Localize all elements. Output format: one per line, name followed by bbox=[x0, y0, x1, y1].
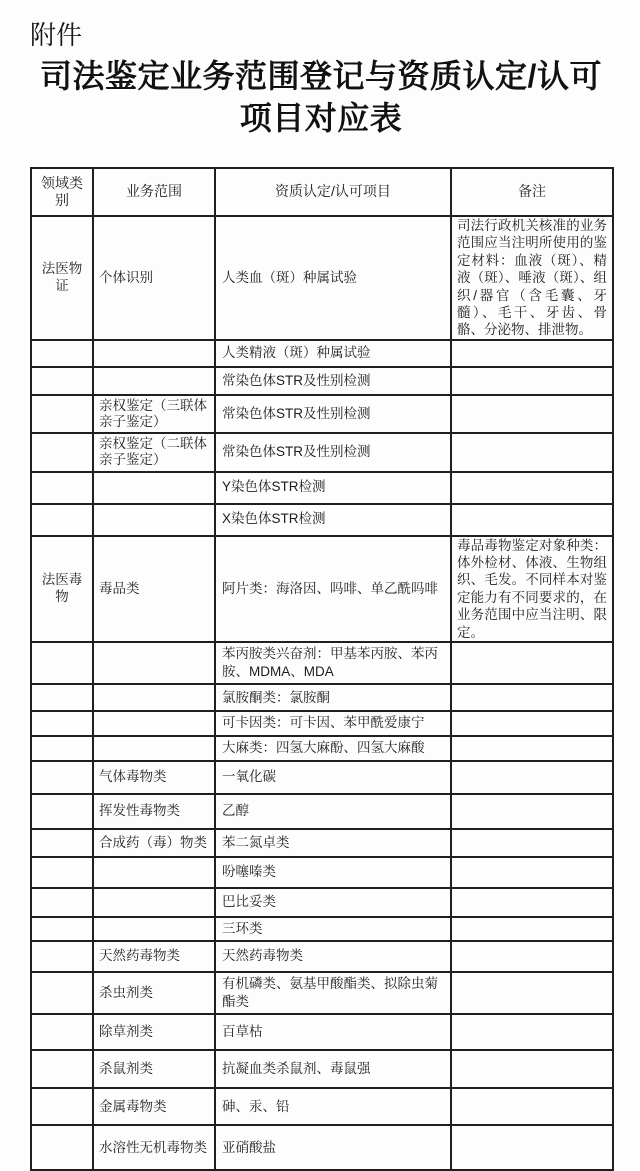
cell-business-scope bbox=[93, 857, 215, 888]
cell-field-category bbox=[31, 888, 93, 917]
cell-business-scope bbox=[93, 917, 215, 941]
cell-business-scope bbox=[93, 642, 215, 684]
table-row bbox=[31, 711, 613, 735]
table-row bbox=[31, 761, 613, 794]
table-row bbox=[31, 1125, 613, 1170]
cell-field-category bbox=[31, 472, 93, 504]
cell-field-category bbox=[31, 433, 93, 471]
cell-business-scope bbox=[93, 367, 215, 395]
cell-business-scope bbox=[93, 472, 215, 504]
cell-business-scope: 个体识别 bbox=[93, 216, 215, 340]
cell-qualification-project: 苯二氮卓类 bbox=[215, 829, 451, 857]
table-row bbox=[31, 684, 613, 711]
cell-qualification-project: 巴比妥类 bbox=[215, 888, 451, 917]
page-title bbox=[30, 55, 612, 139]
cell-business-scope: 杀鼠剂类 bbox=[93, 1050, 215, 1088]
table-row bbox=[31, 1014, 613, 1050]
header-field-category: 领域类别 bbox=[31, 168, 93, 216]
cell-qualification-project: 阿片类：海洛因、吗啡、单乙酰吗啡 bbox=[215, 536, 451, 642]
header-business-scope: 业务范围 bbox=[93, 168, 215, 216]
cell-field-category bbox=[31, 829, 93, 857]
cell-business-scope: 亲权鉴定（三联体亲子鉴定） bbox=[93, 395, 215, 433]
cell-remarks bbox=[451, 761, 613, 794]
cell-business-scope bbox=[93, 340, 215, 367]
cell-remarks bbox=[451, 917, 613, 941]
cell-remarks: 司法行政机关核准的业务范围应当注明所使用的鉴定材料：血液（斑）、精液（斑）、唾液（斑）、组织/器官（含毛囊、牙髓）、毛干、牙齿、骨骼、分泌物、排泄物。 bbox=[451, 216, 613, 340]
cell-remarks bbox=[451, 504, 613, 536]
cell-remarks bbox=[451, 367, 613, 395]
cell-field-category bbox=[31, 367, 93, 395]
cell-remarks bbox=[451, 340, 613, 367]
cell-field-category bbox=[31, 711, 93, 735]
header-remarks: 备注 bbox=[451, 168, 613, 216]
cell-qualification-project: 可卡因类：可卡因、苯甲酰爱康宁 bbox=[215, 711, 451, 735]
cell-qualification-project: 大麻类：四氢大麻酚、四氢大麻酸 bbox=[215, 736, 451, 761]
cell-business-scope: 气体毒物类 bbox=[93, 761, 215, 794]
cell-remarks: 毒品毒物鉴定对象种类：体外检材、体液、生物组织、毛发。不同样本对鉴定能力有不同要求的，在业务范围中应当注明、限定。 bbox=[451, 536, 613, 642]
cell-qualification-project: 常染色体STR及性别检测 bbox=[215, 367, 451, 395]
cell-business-scope: 除草剂类 bbox=[93, 1014, 215, 1050]
cell-business-scope bbox=[93, 711, 215, 735]
cell-field-category: 法医毒物 bbox=[31, 536, 93, 642]
cell-remarks bbox=[451, 1050, 613, 1088]
cell-business-scope bbox=[93, 888, 215, 917]
table-row bbox=[31, 794, 613, 829]
cell-business-scope bbox=[93, 684, 215, 711]
cell-qualification-project: 苯丙胺类兴奋剂：甲基苯丙胺、苯丙胺、MDMA、MDA bbox=[215, 642, 451, 684]
table-row bbox=[31, 340, 613, 367]
cell-qualification-project: 常染色体STR及性别检测 bbox=[215, 433, 451, 471]
cell-remarks bbox=[451, 684, 613, 711]
cell-business-scope: 亲权鉴定（二联体亲子鉴定） bbox=[93, 433, 215, 471]
table-row bbox=[31, 216, 613, 340]
cell-remarks bbox=[451, 941, 613, 972]
cell-field-category bbox=[31, 972, 93, 1014]
cell-qualification-project: Y染色体STR检测 bbox=[215, 472, 451, 504]
cell-remarks bbox=[451, 972, 613, 1014]
cell-field-category bbox=[31, 761, 93, 794]
cell-qualification-project: 常染色体STR及性别检测 bbox=[215, 395, 451, 433]
cell-remarks bbox=[451, 829, 613, 857]
cell-business-scope: 挥发性毒物类 bbox=[93, 794, 215, 829]
table-row bbox=[31, 433, 613, 471]
cell-field-category bbox=[31, 684, 93, 711]
cell-qualification-project: X染色体STR检测 bbox=[215, 504, 451, 536]
cell-qualification-project: 三环类 bbox=[215, 917, 451, 941]
cell-remarks bbox=[451, 1088, 613, 1125]
header-qualification-project: 资质认定/认可项目 bbox=[215, 168, 451, 216]
cell-field-category: 法医物证 bbox=[31, 216, 93, 340]
cell-business-scope: 金属毒物类 bbox=[93, 1088, 215, 1125]
cell-qualification-project: 砷、汞、铅 bbox=[215, 1088, 451, 1125]
cell-qualification-project: 天然药毒物类 bbox=[215, 941, 451, 972]
cell-qualification-project: 亚硝酸盐 bbox=[215, 1125, 451, 1170]
cell-field-category bbox=[31, 794, 93, 829]
cell-field-category bbox=[31, 340, 93, 367]
cell-qualification-project: 吩噻嗪类 bbox=[215, 857, 451, 888]
cell-field-category bbox=[31, 1125, 93, 1170]
cell-remarks bbox=[451, 736, 613, 761]
table-row bbox=[31, 888, 613, 917]
cell-qualification-project: 人类血（斑）种属试验 bbox=[215, 216, 451, 340]
cell-field-category bbox=[31, 642, 93, 684]
page-title-line1: 司法鉴定业务范围登记与资质认定/认可 bbox=[40, 58, 602, 94]
cell-field-category bbox=[31, 1088, 93, 1125]
table-row bbox=[31, 857, 613, 888]
cell-field-category bbox=[31, 917, 93, 941]
table-row bbox=[31, 642, 613, 684]
table-row bbox=[31, 395, 613, 433]
attachment-label: 附件 bbox=[30, 20, 83, 50]
cell-business-scope: 合成药（毒）物类 bbox=[93, 829, 215, 857]
cell-field-category bbox=[31, 395, 93, 433]
cell-qualification-project: 乙醇 bbox=[215, 794, 451, 829]
table-row bbox=[31, 917, 613, 941]
table-row bbox=[31, 941, 613, 972]
cell-remarks bbox=[451, 857, 613, 888]
cell-remarks bbox=[451, 472, 613, 504]
table-row bbox=[31, 536, 613, 642]
table-row bbox=[31, 736, 613, 761]
cell-business-scope: 毒品类 bbox=[93, 536, 215, 642]
cell-qualification-project: 一氧化碳 bbox=[215, 761, 451, 794]
cell-field-category bbox=[31, 857, 93, 888]
cell-field-category bbox=[31, 1014, 93, 1050]
cell-qualification-project: 抗凝血类杀鼠剂、毒鼠强 bbox=[215, 1050, 451, 1088]
page-title-line2: 项目对应表 bbox=[239, 100, 403, 136]
cell-business-scope: 水溶性无机毒物类 bbox=[93, 1125, 215, 1170]
table-row bbox=[31, 1050, 613, 1088]
cell-remarks bbox=[451, 794, 613, 829]
table-body bbox=[31, 216, 613, 1170]
cell-field-category bbox=[31, 504, 93, 536]
table-row bbox=[31, 972, 613, 1014]
table-header-row bbox=[31, 168, 613, 216]
cell-remarks bbox=[451, 395, 613, 433]
correspondence-table bbox=[30, 167, 614, 1171]
cell-business-scope bbox=[93, 736, 215, 761]
table-row bbox=[31, 367, 613, 395]
cell-remarks bbox=[451, 642, 613, 684]
cell-qualification-project: 氯胺酮类：氯胺酮 bbox=[215, 684, 451, 711]
cell-remarks bbox=[451, 888, 613, 917]
table-row bbox=[31, 504, 613, 536]
cell-qualification-project: 人类精液（斑）种属试验 bbox=[215, 340, 451, 367]
cell-business-scope bbox=[93, 504, 215, 536]
cell-qualification-project: 百草枯 bbox=[215, 1014, 451, 1050]
table-row bbox=[31, 829, 613, 857]
cell-business-scope: 杀虫剂类 bbox=[93, 972, 215, 1014]
table-row bbox=[31, 472, 613, 504]
cell-qualification-project: 有机磷类、氨基甲酸酯类、拟除虫菊酯类 bbox=[215, 972, 451, 1014]
cell-field-category bbox=[31, 736, 93, 761]
cell-remarks bbox=[451, 711, 613, 735]
cell-remarks bbox=[451, 1014, 613, 1050]
cell-remarks bbox=[451, 433, 613, 471]
cell-field-category bbox=[31, 941, 93, 972]
cell-field-category bbox=[31, 1050, 93, 1088]
cell-remarks bbox=[451, 1125, 613, 1170]
table-header bbox=[31, 168, 613, 216]
table-row bbox=[31, 1088, 613, 1125]
cell-business-scope: 天然药毒物类 bbox=[93, 941, 215, 972]
